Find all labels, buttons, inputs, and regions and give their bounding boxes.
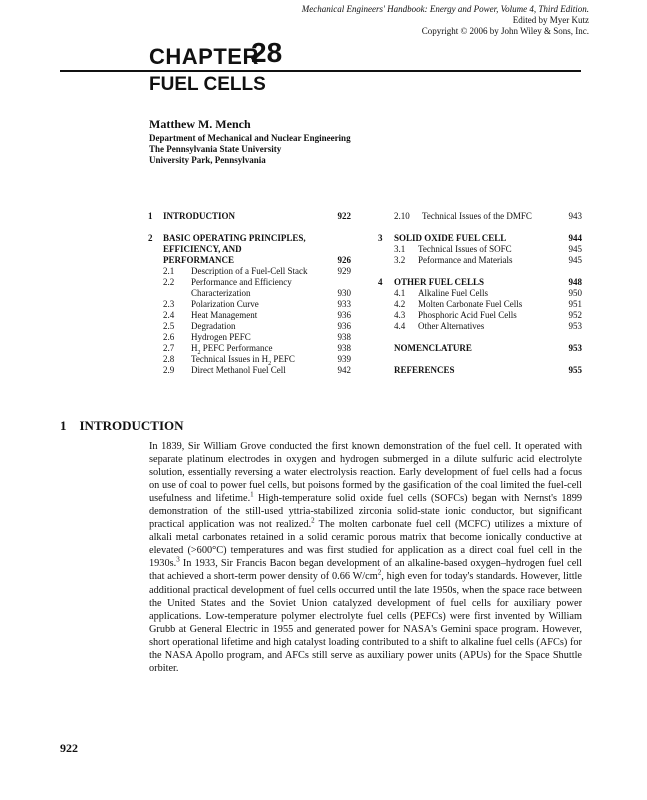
toc-sub-num: 4.3 xyxy=(394,310,406,320)
toc-sub-title: Other Alternatives xyxy=(418,321,485,331)
toc-section-title: OTHER FUEL CELLS xyxy=(394,277,485,287)
toc-sub-title: Technical Issues of the DMFC xyxy=(422,211,532,221)
intro-paragraph: In 1839, Sir William Grove conducted the first known demonstration of the fuel cell. It operated with separate platinum electrodes in oxygen and hydrogen submerged in a dilute sulfuric acid electrolyte solution, essentially reversing a water electrolysis reaction. Early development of fuel cells had a focus on use of coal to power fuel cells, but poisons formed by the gasification of the coal limited the fuel-cell usefulness and lifetime.$^1$ High-temperature solid oxide fuel cells (SOFCs) began with Nernst's 1899 demonstration of the still-used yttria-stabilized zirconia solid-state ionic conductor, but significant practical application was not realized.$^2$ The molten carbonate fuel cell (MCFC) utilizes a mixture of alkali metal carbonates retained in a solid ceramic porous matrix that become ionically conductive at elevated (>600°C) temperatures and was first studied for application as a direct coal fuel cell in the 1930s.$^3$ In 1933, Sir Francis Bacon began development of an alkaline-based oxygen–hydrogen fuel cell that achieved a short-term power density of 0.66 $W/cm^2$, high even for today's standards. However, little additional practical development of fuel cells occurred until the late 1950s, when the space race between the United States and the Soviet Union catalyzed development of fuel cells for auxiliary power applications. Low-temperature polymer electrolyte fuel cells (PEFCs) were first invented by William Grubb at General Electric in 1955 and generated power for NASA's Gemini space program. However, short operational lifetime and high catalyst loading contributed to a shift to alkaline fuel cells (AFCs) for the NASA Apollo program, and AFCs still serve as auxiliary power units (APUs) for the Space Shuttle orbiter. xyxy=(149,441,582,674)
toc-sub-page: 942 xyxy=(337,365,351,375)
toc-sub-page: 929 xyxy=(337,266,351,276)
toc-section-num: 4 xyxy=(378,277,383,287)
toc-sub-num: 4.4 xyxy=(394,321,406,331)
author-university: The Pennsylvania State University xyxy=(149,144,282,154)
book-editor: Edited by Myer Kutz xyxy=(512,15,589,25)
toc-sub-num: 2.1 xyxy=(163,266,175,276)
toc-section-num: 3 xyxy=(378,233,383,243)
book-citation xyxy=(229,4,589,15)
superscript: 2 xyxy=(377,569,382,578)
toc-section-page: 953 xyxy=(568,343,582,353)
chapter-rule xyxy=(60,70,581,72)
toc-sub-title: Molten Carbonate Fuel Cells xyxy=(418,299,523,309)
toc-sub-num: 2.10 xyxy=(394,211,410,221)
toc-sub-page: 930 xyxy=(337,288,351,298)
toc-sub-num: 2.2 xyxy=(163,277,175,287)
toc-sub-page: 950 xyxy=(568,288,582,298)
reference-marker: 1 xyxy=(250,490,254,499)
toc-sub-page: 953 xyxy=(568,321,582,331)
section-number: 1 xyxy=(60,418,67,433)
toc-sub-page: 938 xyxy=(337,332,351,342)
book-citation-title: Mechanical Engineers' Handbook: Energy and Power, Volume 4, Third Edition. xyxy=(301,4,589,14)
toc-sub-page: 933 xyxy=(337,299,351,309)
toc-sub-title: Peformance and Materials xyxy=(418,255,513,265)
toc-section-page: 948 xyxy=(568,277,582,287)
toc-sub-title: $H_2$ PEFC Performance xyxy=(191,343,273,356)
toc-sub-num: 2.4 xyxy=(163,310,175,320)
toc-section-title-line: PERFORMANCE xyxy=(163,255,234,265)
author-name: Matthew M. Mench xyxy=(149,117,251,131)
chapter-label: CHAPTER xyxy=(149,44,259,69)
toc-sub-page: 945 xyxy=(568,244,582,254)
reference-marker: 2 xyxy=(311,516,315,525)
page-number: 922 xyxy=(60,741,78,755)
section-heading xyxy=(60,418,184,434)
toc-sub-num: 4.2 xyxy=(394,299,406,309)
toc-sub-num: 2.3 xyxy=(163,299,175,309)
toc-section-page: 955 xyxy=(568,365,582,375)
toc-sub-title-line: Characterization xyxy=(191,288,251,298)
toc-section-title: REFERENCES xyxy=(394,365,455,375)
toc-section-num: 2 xyxy=(148,233,153,243)
reference-marker: 3 xyxy=(176,556,180,564)
chapter-number: 28 xyxy=(251,37,283,68)
toc-sub-page: 952 xyxy=(568,310,582,320)
toc-sub-title: Degradation xyxy=(191,321,236,331)
toc-sub-page: 939 xyxy=(337,354,351,364)
toc-sub-title: Alkaline Fuel Cells xyxy=(418,288,488,298)
toc-sub-title: Description of a Fuel-Cell Stack xyxy=(191,266,308,276)
toc-sub-num: 3.1 xyxy=(394,244,406,254)
toc-sub-title: Hydrogen PEFC xyxy=(191,332,251,342)
toc-sub-page: 951 xyxy=(568,299,582,309)
toc-section-page: 922 xyxy=(337,211,351,221)
toc-sub-title: Phosphoric Acid Fuel Cells xyxy=(418,310,517,320)
author-department: Department of Mechanical and Nuclear Engineering xyxy=(149,133,351,143)
toc-sub-page: 936 xyxy=(337,321,351,331)
toc-sub-title: Polarization Curve xyxy=(191,299,259,309)
author-location: University Park, Pennsylvania xyxy=(149,155,266,165)
toc-section-title: INTRODUCTION xyxy=(163,211,236,221)
section-title: INTRODUCTION xyxy=(79,418,184,433)
toc-sub-page: 936 xyxy=(337,310,351,320)
toc-section-title: BASIC OPERATING PRINCIPLES, xyxy=(163,233,306,243)
toc-sub-title: Heat Management xyxy=(191,310,258,320)
toc-sub-title: Technical Issues of SOFC xyxy=(418,244,512,254)
toc-section-page: 944 xyxy=(568,233,582,243)
book-copyright: Copyright © 2006 by John Wiley & Sons, Inc. xyxy=(421,26,589,36)
toc-sub-title: Performance and Efficiency xyxy=(191,277,292,287)
toc-sub-num: 4.1 xyxy=(394,288,406,298)
toc-sub-page: 943 xyxy=(568,211,582,221)
chapter-title: FUEL CELLS xyxy=(149,74,266,95)
toc-section-title: SOLID OXIDE FUEL CELL xyxy=(394,233,507,243)
toc-sub-title: Direct Methanol Fuel Cell xyxy=(191,365,286,375)
toc-sub-page: 945 xyxy=(568,255,582,265)
toc-section-title: NOMENCLATURE xyxy=(394,343,472,353)
toc-section-num: 1 xyxy=(148,211,153,221)
toc-sub-num: 2.8 xyxy=(163,354,175,364)
toc-sub-num: 2.5 xyxy=(163,321,175,331)
toc-right-column xyxy=(378,211,582,381)
toc-sub-num: 2.9 xyxy=(163,365,175,375)
toc-sub-title: Technical Issues in $H_2$ PEFC xyxy=(191,354,295,367)
toc-section-page: 926 xyxy=(337,255,351,265)
toc-left-column xyxy=(148,211,351,381)
toc-sub-num: 2.6 xyxy=(163,332,175,342)
toc-sub-num: 3.2 xyxy=(394,255,406,265)
toc-section-title-line: EFFICIENCY, AND xyxy=(163,244,242,254)
toc-sub-num: 2.7 xyxy=(163,343,175,353)
toc-sub-page: 938 xyxy=(337,343,351,353)
